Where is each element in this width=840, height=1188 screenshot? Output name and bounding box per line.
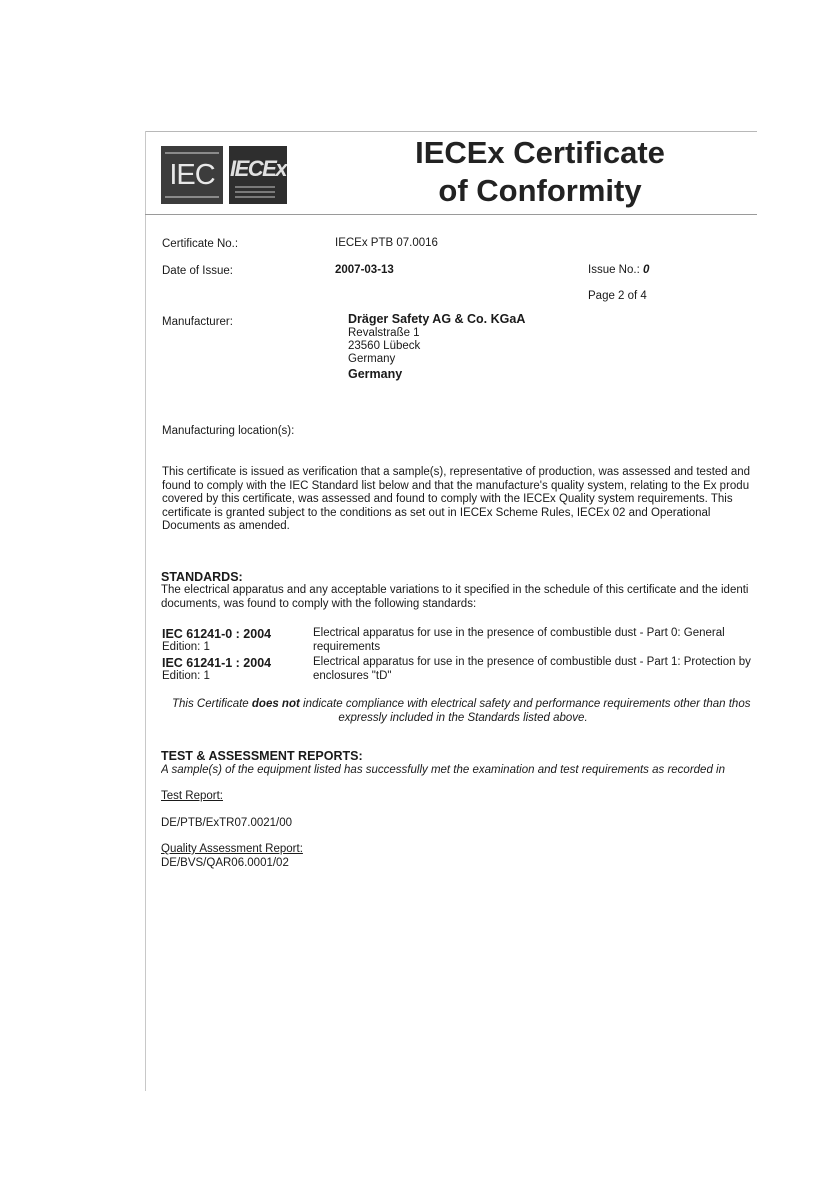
header-separator: [145, 214, 757, 215]
title-line-2: of Conformity: [438, 173, 642, 208]
qar-number: DE/BVS/QAR06.0001/02: [161, 857, 289, 869]
standard-edition: Edition: 1: [162, 641, 210, 653]
iec-logo: [161, 146, 223, 204]
address-line: 23560 Lübeck: [348, 340, 421, 352]
standards-heading: STANDARDS:: [161, 570, 243, 584]
qar-label: Quality Assessment Report:: [161, 843, 303, 855]
standard-desc-line: enclosures "tD": [313, 669, 392, 682]
statement-line: Documents as amended.: [162, 520, 290, 533]
frame-left-line: [145, 131, 146, 1091]
certificate-no: IECEx PTB 07.0016: [335, 237, 438, 249]
date-of-issue: 2007-03-13: [335, 264, 394, 276]
standard-edition: Edition: 1: [162, 670, 210, 682]
issue-no: [588, 263, 649, 277]
standard-item: [162, 627, 271, 653]
document-title: [390, 134, 690, 210]
iec-logo-text: IEC: [169, 158, 215, 191]
standard-item: [162, 656, 271, 682]
iecex-logo-text: IECEx: [230, 156, 287, 181]
standards-intro-line: The electrical apparatus and any acceptable variations to it specified in the schedule of this certificate and the identi: [161, 584, 749, 596]
test-report-label: Test Report:: [161, 790, 223, 802]
standard-desc-line: Electrical apparatus for use in the presence of combustible dust - Part 0: General: [313, 627, 725, 639]
iecex-logo: [229, 146, 287, 204]
date-label: Date of Issue:: [162, 265, 233, 277]
note-text: This Certificate: [172, 698, 252, 710]
standard-desc-line: Electrical apparatus for use in the presence of combustible dust - Part 1: Protection by: [313, 656, 751, 668]
issue-no-label: Issue No.:: [588, 264, 640, 276]
manufacturer-label: Manufacturer:: [162, 316, 233, 328]
note-emphasis: does not: [251, 698, 300, 710]
statement-line: covered by this certificate, was assessed and found to comply with the IECEx Quality system requirements. This: [162, 493, 733, 506]
note-text: indicate compliance with electrical safety and performance requirements other than thos: [299, 698, 751, 710]
address-line: Germany: [348, 353, 396, 365]
address-line: Revalstraße 1: [348, 327, 420, 339]
title-line-1: IECEx Certificate: [415, 135, 665, 170]
statement-line: found to comply with the IEC Standard list below and that the manufacture's quality system, relating to the Ex produ: [162, 479, 750, 492]
standard-desc-line: requirements: [313, 640, 381, 653]
manufacturer-name: Dräger Safety AG & Co. KGaA: [348, 312, 526, 326]
standard-description: [313, 627, 754, 654]
compliance-note-line-2: expressly included in the Standards listed above.: [338, 712, 588, 724]
manufacturer-country: Germany: [348, 367, 403, 381]
issue-no-value: 0: [642, 264, 650, 276]
standards-intro: [161, 584, 754, 611]
manufacturer-address: [348, 327, 420, 366]
frame-top-line: [145, 131, 757, 132]
statement-line: This certificate is issued as verification that a sample(s), representative of production, was assessed and tested and: [162, 466, 751, 478]
reports-heading: TEST & ASSESSMENT REPORTS:: [161, 749, 363, 763]
standard-code: IEC 61241-0 : 2004: [162, 627, 272, 641]
test-report-number: DE/PTB/ExTR07.0021/00: [161, 817, 293, 829]
page-number: Page 2 of 4: [588, 290, 647, 302]
standard-description: [313, 656, 754, 683]
certification-statement: [162, 466, 754, 534]
standards-intro-line: documents, was found to comply with the following standards:: [161, 597, 477, 610]
compliance-note: [172, 698, 754, 712]
standard-code: IEC 61241-1 : 2004: [162, 656, 272, 670]
reports-intro: A sample(s) of the equipment listed has successfully met the examination and test requirements as recorded in: [161, 764, 725, 776]
certificate-no-label: Certificate No.:: [162, 238, 239, 250]
statement-line: certificate is granted subject to the conditions as set out in IECEx Scheme Rules, IECEx 02 and Operational: [162, 506, 711, 519]
manufacturing-location-label: Manufacturing location(s):: [162, 425, 295, 437]
